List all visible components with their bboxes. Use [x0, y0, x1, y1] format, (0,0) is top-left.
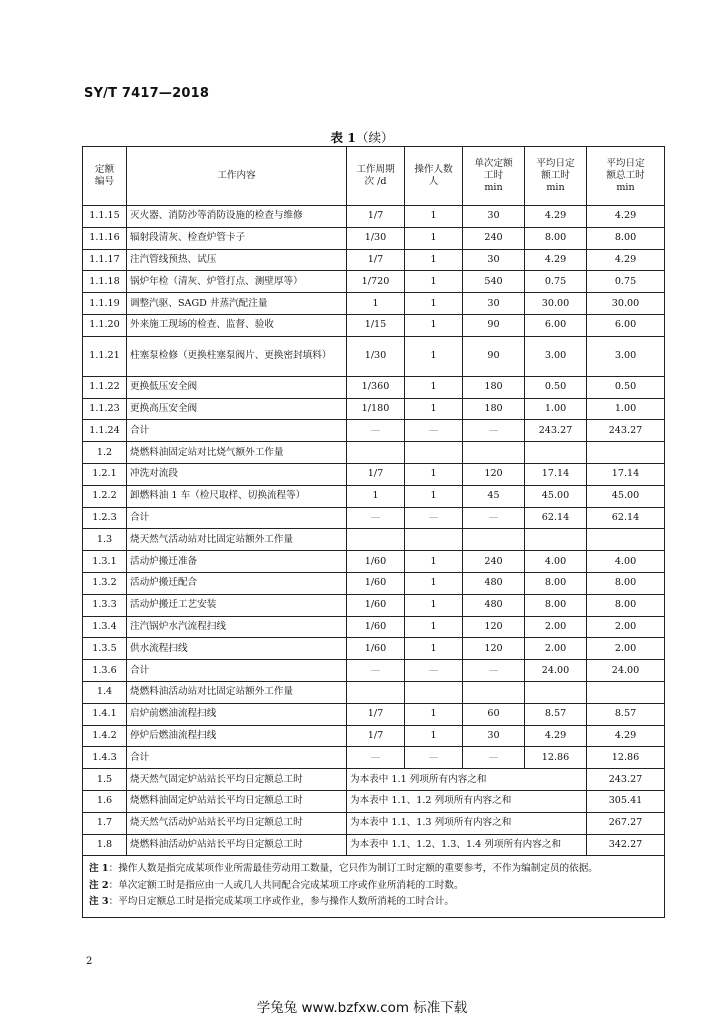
work-cycle-cell: 1/60: [347, 594, 405, 616]
avg-daily-quota-cell: 6.00: [525, 314, 587, 336]
work-cycle-cell: —: [347, 747, 405, 769]
avg-daily-total-cell: [587, 529, 665, 551]
avg-daily-quota-cell: 12.86: [525, 747, 587, 769]
single-quota-cell: 540: [463, 271, 525, 293]
table-row: [83, 616, 665, 638]
quota-code-cell: 1.1.21: [83, 336, 127, 376]
avg-daily-quota-cell: 17.14: [525, 463, 587, 485]
summary-description-cell: 为本表中 1.1、1.2、1.3、1.4 列项所有内容之和: [347, 834, 587, 856]
avg-daily-quota-cell: 8.00: [525, 594, 587, 616]
avg-daily-quota-cell: 2.00: [525, 616, 587, 638]
avg-daily-total-cell: 267.27: [587, 812, 665, 834]
quota-code-cell: 1.3.4: [83, 616, 127, 638]
column-header: 平均日定 额工时 min: [525, 147, 587, 206]
avg-daily-total-cell: 305.41: [587, 790, 665, 812]
avg-daily-total-cell: 8.57: [587, 703, 665, 725]
work-content-cell: 停炉后燃油流程扫线: [127, 725, 347, 747]
single-quota-cell: —: [463, 507, 525, 529]
table-row: [83, 206, 665, 228]
note-label: 注 2: [89, 879, 109, 891]
work-cycle-cell: —: [347, 660, 405, 682]
avg-daily-quota-cell: 4.29: [525, 725, 587, 747]
single-quota-cell: 120: [463, 463, 525, 485]
quota-code-cell: 1.3.2: [83, 572, 127, 594]
work-content-cell: 烧燃料油活动站对比固定站额外工作量: [127, 681, 347, 703]
work-quota-table: [82, 146, 665, 918]
table-row: [83, 572, 665, 594]
quota-code-cell: 1.1.24: [83, 420, 127, 442]
work-content-cell: 活动炉搬迁配合: [127, 572, 347, 594]
quota-code-cell: 1.7: [83, 812, 127, 834]
single-quota-cell: 480: [463, 594, 525, 616]
avg-daily-total-cell: 4.29: [587, 249, 665, 271]
work-content-cell: 烧天然气活动站对比固定站额外工作量: [127, 529, 347, 551]
quota-code-cell: 1.3.3: [83, 594, 127, 616]
work-content-cell: 烧天然气固定炉站站长平均日定额总工时: [127, 769, 347, 791]
avg-daily-quota-cell: 4.29: [525, 206, 587, 228]
column-header: 单次定额 工时 min: [463, 147, 525, 206]
work-cycle-cell: 1/15: [347, 314, 405, 336]
table-row: [83, 725, 665, 747]
column-header: 操作人数 人: [405, 147, 463, 206]
summary-row: [83, 769, 665, 791]
avg-daily-total-cell: 0.75: [587, 271, 665, 293]
quota-code-cell: 1.1.18: [83, 271, 127, 293]
avg-daily-total-cell: 62.14: [587, 507, 665, 529]
quota-code-cell: 1.2.2: [83, 485, 127, 507]
operator-count-cell: 1: [405, 725, 463, 747]
single-quota-cell: —: [463, 660, 525, 682]
table-header-row: [83, 147, 665, 206]
operator-count-cell: 1: [405, 463, 463, 485]
table-row: [83, 249, 665, 271]
column-header: 平均日定 额总工时 min: [587, 147, 665, 206]
operator-count-cell: 1: [405, 206, 463, 228]
work-cycle-cell: 1/60: [347, 551, 405, 573]
operator-count-cell: 1: [405, 293, 463, 315]
quota-code-cell: 1.4.2: [83, 725, 127, 747]
avg-daily-total-cell: 0.50: [587, 376, 665, 398]
note-label: 注 1: [89, 863, 109, 875]
operator-count-cell: 1: [405, 594, 463, 616]
table-row: [83, 314, 665, 336]
work-cycle-cell: 1/7: [347, 249, 405, 271]
quota-code-cell: 1.1.20: [83, 314, 127, 336]
note-text: ：单次定额工时是指应由一人或几人共同配合完成某项工序或作业所消耗的工时数。: [108, 879, 464, 891]
single-quota-cell: 180: [463, 376, 525, 398]
summary-row: [83, 812, 665, 834]
note-text: ：平均日定额总工时是指完成某项工序或作业，参与操作人数所消耗的工时合计。: [108, 896, 454, 908]
work-content-cell: 合计: [127, 507, 347, 529]
quota-code-cell: 1.1.15: [83, 206, 127, 228]
column-header: 工作内容: [127, 147, 347, 206]
avg-daily-total-cell: 24.00: [587, 660, 665, 682]
work-cycle-cell: 1/7: [347, 703, 405, 725]
single-quota-cell: 120: [463, 616, 525, 638]
single-quota-cell: 30: [463, 206, 525, 228]
avg-daily-total-cell: 8.00: [587, 594, 665, 616]
avg-daily-total-cell: [587, 681, 665, 703]
single-quota-cell: 180: [463, 398, 525, 420]
single-quota-cell: 480: [463, 572, 525, 594]
single-quota-cell: —: [463, 747, 525, 769]
avg-daily-total-cell: 17.14: [587, 463, 665, 485]
quota-code-cell: 1.4.1: [83, 703, 127, 725]
quota-code-cell: 1.6: [83, 790, 127, 812]
avg-daily-quota-cell: 4.00: [525, 551, 587, 573]
avg-daily-quota-cell: 2.00: [525, 638, 587, 660]
table-row: [83, 638, 665, 660]
table-row: [83, 376, 665, 398]
avg-daily-total-cell: [587, 442, 665, 464]
operator-count-cell: 1: [405, 398, 463, 420]
table-row: [83, 681, 665, 703]
table-row: [83, 293, 665, 315]
work-cycle-cell: 1/180: [347, 398, 405, 420]
quota-code-cell: 1.1.22: [83, 376, 127, 398]
work-cycle-cell: [347, 529, 405, 551]
avg-daily-total-cell: 8.00: [587, 572, 665, 594]
work-content-cell: 更换高压安全阀: [127, 398, 347, 420]
work-content-cell: 卸燃料油 1 车（检尺取样、切换流程等）: [127, 485, 347, 507]
quota-code-cell: 1.4.3: [83, 747, 127, 769]
note-label: 注 3: [89, 896, 109, 908]
summary-description-cell: 为本表中 1.1、1.2 列项所有内容之和: [347, 790, 587, 812]
single-quota-cell: [463, 681, 525, 703]
document-code: SY/T 7417—2018: [84, 86, 210, 101]
avg-daily-total-cell: 243.27: [587, 420, 665, 442]
quota-code-cell: 1.3.1: [83, 551, 127, 573]
work-content-cell: 调整汽驱、SAGD 井蒸汽配注量: [127, 293, 347, 315]
avg-daily-total-cell: 4.00: [587, 551, 665, 573]
operator-count-cell: 1: [405, 314, 463, 336]
avg-daily-quota-cell: 1.00: [525, 398, 587, 420]
single-quota-cell: 30: [463, 249, 525, 271]
avg-daily-total-cell: 1.00: [587, 398, 665, 420]
avg-daily-total-cell: 3.00: [587, 336, 665, 376]
quota-code-cell: 1.1.19: [83, 293, 127, 315]
work-content-cell: 锅炉年检（清灰、炉管打点、测壁厚等）: [127, 271, 347, 293]
quota-code-cell: 1.2.1: [83, 463, 127, 485]
single-quota-cell: 90: [463, 336, 525, 376]
column-header: 工作周期 次 /d: [347, 147, 405, 206]
single-quota-cell: 240: [463, 551, 525, 573]
single-quota-cell: 45: [463, 485, 525, 507]
operator-count-cell: 1: [405, 616, 463, 638]
work-content-cell: 柱塞泵检修（更换柱塞泵阀片、更换密封填料）: [127, 336, 347, 376]
note-text: ：操作人数是指完成某项作业所需最佳劳动用工数量，它只作为制订工时定额的重要参考，不作为编制定员的依据。: [108, 863, 598, 875]
operator-count-cell: —: [405, 507, 463, 529]
operator-count-cell: 1: [405, 227, 463, 249]
operator-count-cell: —: [405, 747, 463, 769]
avg-daily-total-cell: 342.27: [587, 834, 665, 856]
single-quota-cell: 60: [463, 703, 525, 725]
work-cycle-cell: 1/7: [347, 206, 405, 228]
operator-count-cell: —: [405, 660, 463, 682]
work-cycle-cell: 1/60: [347, 638, 405, 660]
work-cycle-cell: 1/720: [347, 271, 405, 293]
operator-count-cell: 1: [405, 376, 463, 398]
table-row: [83, 660, 665, 682]
work-content-cell: 合计: [127, 420, 347, 442]
avg-daily-total-cell: 6.00: [587, 314, 665, 336]
work-cycle-cell: 1/7: [347, 725, 405, 747]
work-content-cell: 活动炉搬迁工艺安装: [127, 594, 347, 616]
table-row: [83, 398, 665, 420]
work-cycle-cell: —: [347, 420, 405, 442]
table-row: [83, 336, 665, 376]
note: [89, 895, 658, 909]
work-content-cell: 活动炉搬迁准备: [127, 551, 347, 573]
work-content-cell: 注汽管线预热、试压: [127, 249, 347, 271]
quota-code-cell: 1.5: [83, 769, 127, 791]
quota-code-cell: 1.3.5: [83, 638, 127, 660]
work-content-cell: 更换低压安全阀: [127, 376, 347, 398]
single-quota-cell: [463, 442, 525, 464]
operator-count-cell: [405, 681, 463, 703]
avg-daily-total-cell: 2.00: [587, 638, 665, 660]
avg-daily-quota-cell: [525, 529, 587, 551]
single-quota-cell: 120: [463, 638, 525, 660]
quota-code-cell: 1.3.6: [83, 660, 127, 682]
table-row: [83, 442, 665, 464]
note: [89, 862, 658, 876]
summary-row: [83, 834, 665, 856]
avg-daily-quota-cell: 0.75: [525, 271, 587, 293]
work-cycle-cell: 1/7: [347, 463, 405, 485]
avg-daily-total-cell: 4.29: [587, 206, 665, 228]
quota-code-cell: 1.4: [83, 681, 127, 703]
avg-daily-quota-cell: 8.00: [525, 572, 587, 594]
avg-daily-quota-cell: 243.27: [525, 420, 587, 442]
work-cycle-cell: —: [347, 507, 405, 529]
operator-count-cell: 1: [405, 336, 463, 376]
table-row: [83, 485, 665, 507]
table-row: [83, 551, 665, 573]
operator-count-cell: 1: [405, 638, 463, 660]
work-content-cell: 烧天然气活动炉站站长平均日定额总工时: [127, 812, 347, 834]
avg-daily-quota-cell: [525, 681, 587, 703]
summary-description-cell: 为本表中 1.1 列项所有内容之和: [347, 769, 587, 791]
table-row: [83, 420, 665, 442]
table-row: [83, 271, 665, 293]
operator-count-cell: 1: [405, 572, 463, 594]
single-quota-cell: [463, 529, 525, 551]
avg-daily-total-cell: 4.29: [587, 725, 665, 747]
table-row: [83, 507, 665, 529]
avg-daily-total-cell: 12.86: [587, 747, 665, 769]
table-row: [83, 747, 665, 769]
single-quota-cell: 240: [463, 227, 525, 249]
work-cycle-cell: 1/60: [347, 616, 405, 638]
avg-daily-quota-cell: 8.00: [525, 227, 587, 249]
avg-daily-total-cell: 243.27: [587, 769, 665, 791]
notes-cell: [83, 856, 665, 918]
page-number: 2: [86, 956, 93, 967]
notes-row: [83, 856, 665, 918]
single-quota-cell: 30: [463, 293, 525, 315]
table-row: [83, 594, 665, 616]
operator-count-cell: 1: [405, 551, 463, 573]
single-quota-cell: 90: [463, 314, 525, 336]
work-cycle-cell: 1: [347, 485, 405, 507]
table-row: [83, 703, 665, 725]
work-content-cell: 烧燃料油固定站对比烧气额外工作量: [127, 442, 347, 464]
operator-count-cell: 1: [405, 485, 463, 507]
avg-daily-quota-cell: 3.00: [525, 336, 587, 376]
note: [89, 879, 658, 893]
table-title-suffix: （续）: [356, 130, 394, 145]
avg-daily-total-cell: 45.00: [587, 485, 665, 507]
avg-daily-total-cell: 30.00: [587, 293, 665, 315]
quota-code-cell: 1.1.16: [83, 227, 127, 249]
work-content-cell: 合计: [127, 660, 347, 682]
single-quota-cell: —: [463, 420, 525, 442]
work-content-cell: 供水流程扫线: [127, 638, 347, 660]
footer-watermark: 学兔兔 www.bzfxw.com 标准下载: [256, 1000, 468, 1016]
quota-code-cell: 1.1.23: [83, 398, 127, 420]
avg-daily-quota-cell: [525, 442, 587, 464]
work-content-cell: 冲洗对流段: [127, 463, 347, 485]
work-cycle-cell: 1/60: [347, 572, 405, 594]
table-title: [0, 128, 724, 146]
operator-count-cell: 1: [405, 271, 463, 293]
avg-daily-quota-cell: 8.57: [525, 703, 587, 725]
table-row: [83, 463, 665, 485]
avg-daily-total-cell: 2.00: [587, 616, 665, 638]
avg-daily-total-cell: 8.00: [587, 227, 665, 249]
work-content-cell: 注汽锅炉水汽流程扫线: [127, 616, 347, 638]
work-cycle-cell: 1/360: [347, 376, 405, 398]
operator-count-cell: 1: [405, 703, 463, 725]
single-quota-cell: 30: [463, 725, 525, 747]
work-content-cell: 烧燃料油活动炉站站长平均日定额总工时: [127, 834, 347, 856]
operator-count-cell: [405, 529, 463, 551]
avg-daily-quota-cell: 30.00: [525, 293, 587, 315]
work-content-cell: 灭火器、消防沙等消防设施的检查与维修: [127, 206, 347, 228]
work-cycle-cell: [347, 442, 405, 464]
work-content-cell: 合计: [127, 747, 347, 769]
work-cycle-cell: 1/30: [347, 227, 405, 249]
work-content-cell: 辐射段清灰、检查炉管卡子: [127, 227, 347, 249]
table-row: [83, 529, 665, 551]
quota-code-cell: 1.2.3: [83, 507, 127, 529]
work-cycle-cell: 1/30: [347, 336, 405, 376]
work-content-cell: 外来施工现场的检查、监督、验收: [127, 314, 347, 336]
avg-daily-quota-cell: 45.00: [525, 485, 587, 507]
table-row: [83, 227, 665, 249]
quota-code-cell: 1.1.17: [83, 249, 127, 271]
work-content-cell: 烧燃料油固定炉站站长平均日定额总工时: [127, 790, 347, 812]
quota-code-cell: 1.3: [83, 529, 127, 551]
avg-daily-quota-cell: 0.50: [525, 376, 587, 398]
avg-daily-quota-cell: 62.14: [525, 507, 587, 529]
operator-count-cell: [405, 442, 463, 464]
work-cycle-cell: 1: [347, 293, 405, 315]
quota-code-cell: 1.2: [83, 442, 127, 464]
summary-description-cell: 为本表中 1.1、1.3 列项所有内容之和: [347, 812, 587, 834]
column-header: 定额 编号: [83, 147, 127, 206]
work-cycle-cell: [347, 681, 405, 703]
operator-count-cell: —: [405, 420, 463, 442]
avg-daily-quota-cell: 4.29: [525, 249, 587, 271]
avg-daily-quota-cell: 24.00: [525, 660, 587, 682]
work-content-cell: 启炉前燃油流程扫线: [127, 703, 347, 725]
table-title-number: 表 1: [330, 130, 357, 145]
quota-code-cell: 1.8: [83, 834, 127, 856]
operator-count-cell: 1: [405, 249, 463, 271]
summary-row: [83, 790, 665, 812]
